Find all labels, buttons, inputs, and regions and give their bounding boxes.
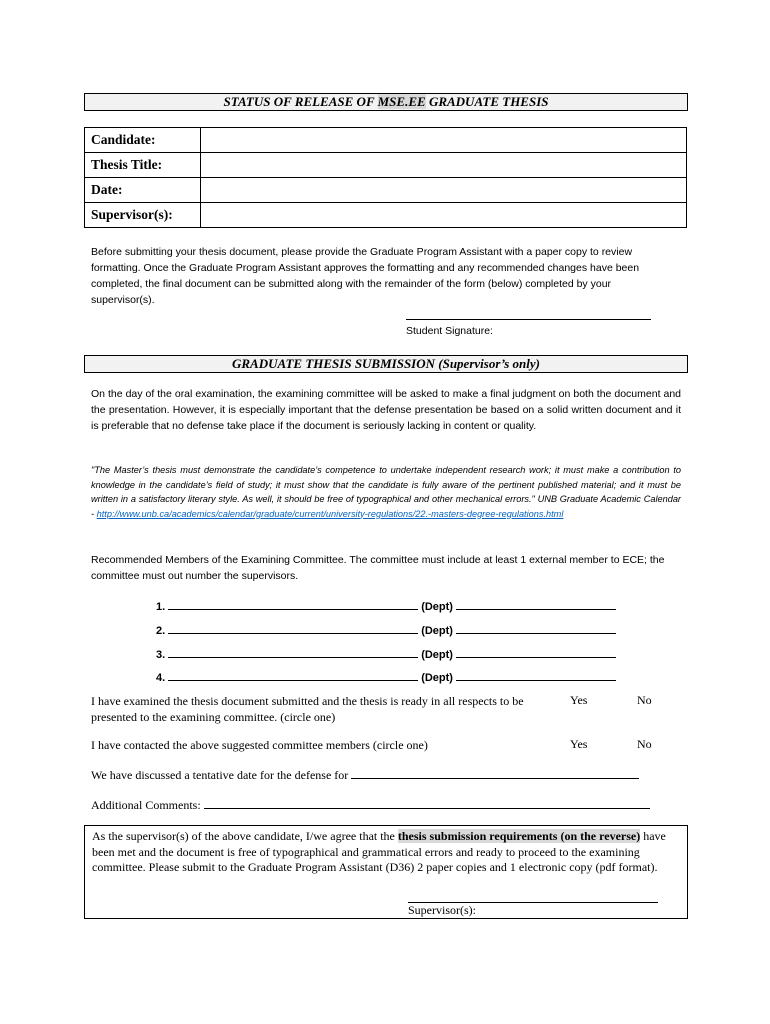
title-prefix: STATUS OF RELEASE OF bbox=[223, 94, 378, 109]
member-dept-label: (Dept) bbox=[421, 672, 453, 684]
member-name-line[interactable] bbox=[168, 624, 418, 634]
member-row-2 bbox=[156, 624, 616, 637]
table-row bbox=[85, 178, 687, 203]
student-signature-label: Student Signature: bbox=[406, 325, 493, 337]
supervisor-agreement-box bbox=[84, 825, 688, 919]
comments-row bbox=[91, 797, 671, 813]
thesis-title-field[interactable] bbox=[201, 153, 687, 178]
member-dept-line[interactable] bbox=[456, 600, 616, 610]
table-row bbox=[85, 153, 687, 178]
supervisor-label: Supervisor(s): bbox=[85, 203, 201, 228]
defense-date-label: We have discussed a tentative date for the defense for bbox=[91, 768, 349, 782]
examined-yes-option[interactable]: Yes bbox=[570, 693, 588, 707]
candidate-label: Candidate: bbox=[85, 128, 201, 153]
contacted-no-option[interactable]: No bbox=[637, 737, 652, 751]
title-suffix: GRADUATE THESIS bbox=[425, 94, 549, 109]
title-highlight: MSE.EE bbox=[377, 94, 426, 109]
member-dept-label: (Dept) bbox=[421, 625, 453, 637]
oral-exam-paragraph: On the day of the oral examination, the examining committee will be asked to make a final judgment on both the document and the presentation. However, it is especially important that the defense presentation be based on a solid written document and it is preferable that no defense take place if the document is seriously lacking in content or quality. bbox=[91, 388, 681, 432]
examined-question: I have examined the thesis document submitted and the thesis is ready in all respects to be presented to the examining committee. (circle one) bbox=[91, 694, 524, 724]
thesis-title-label: Thesis Title: bbox=[85, 153, 201, 178]
date-field[interactable] bbox=[201, 178, 687, 203]
defense-date-row bbox=[91, 767, 671, 783]
student-signature-line[interactable] bbox=[406, 319, 651, 320]
agreement-bold: thesis submission requirements (on the reverse) bbox=[397, 829, 641, 843]
calendar-quote bbox=[91, 463, 681, 521]
comments-label: Additional Comments: bbox=[91, 798, 201, 812]
table-row bbox=[85, 203, 687, 228]
member-name-line[interactable] bbox=[168, 648, 418, 658]
member-dept-line[interactable] bbox=[456, 624, 616, 634]
member-number: 3. bbox=[156, 649, 166, 661]
form-title bbox=[84, 93, 688, 111]
supervisor-field[interactable] bbox=[201, 203, 687, 228]
member-name-line[interactable] bbox=[168, 600, 418, 610]
intro-paragraph: Before submitting your thesis document, please provide the Graduate Program Assistant with a paper copy to review formatting. Once the Graduate Program Assistant approves the formatting and any recommended changes have been completed, the final document can be submitted along with the remainder of the form (below) completed by your supervisor(s). bbox=[91, 246, 640, 306]
member-dept-label: (Dept) bbox=[421, 649, 453, 661]
defense-date-line[interactable] bbox=[351, 767, 639, 779]
committee-paragraph: Recommended Members of the Examining Committee. The committee must include at least 1 external member to ECE; the committee must out number the supervisors. bbox=[91, 554, 665, 582]
member-number: 1. bbox=[156, 601, 166, 613]
examined-no-option[interactable]: No bbox=[637, 693, 652, 707]
agreement-text bbox=[92, 829, 672, 876]
agreement-part2: have been met and the document is free of typographical and grammatical errors and ready to proceed to the examining committee. Please submit to the Graduate Program Assistant (D36) 2 paper copies and 1 electronic copy (pdf format). bbox=[92, 829, 666, 874]
calendar-link[interactable]: http://www.unb.ca/academics/calendar/graduate/current/university-regulations/22.-masters-degree-regulations.html bbox=[96, 508, 564, 519]
member-dept-line[interactable] bbox=[456, 671, 616, 681]
agreement-part1: As the supervisor(s) of the above candidate, I/we agree that the bbox=[92, 829, 398, 843]
table-row bbox=[85, 128, 687, 153]
candidate-field[interactable] bbox=[201, 128, 687, 153]
candidate-info-table bbox=[84, 127, 687, 228]
submission-title: GRADUATE THESIS SUBMISSION (Supervisor’s only) bbox=[84, 355, 688, 373]
member-number: 2. bbox=[156, 625, 166, 637]
date-label: Date: bbox=[85, 178, 201, 203]
contacted-question: I have contacted the above suggested committee members (circle one) bbox=[91, 738, 428, 752]
supervisor-signature-label: Supervisor(s): bbox=[408, 903, 476, 917]
member-number: 4. bbox=[156, 672, 166, 684]
member-dept-label: (Dept) bbox=[421, 601, 453, 613]
quote-text: "The Master’s thesis must demonstrate the candidate’s competence to undertake independent research work; it must make a contribution to knowledge in the candidate’s field of study; it must show that the candidate is fully aware of the pertinent published material; and it must be written in a satisfactory literary style. As well, it should be free of typographical and other mechanical errors." UNB Graduate Academic Calendar - bbox=[91, 465, 681, 519]
comments-line[interactable] bbox=[204, 797, 650, 809]
member-row-1 bbox=[156, 600, 616, 613]
member-name-line[interactable] bbox=[168, 671, 418, 681]
member-dept-line[interactable] bbox=[456, 648, 616, 658]
member-row-4 bbox=[156, 671, 616, 684]
contacted-yes-option[interactable]: Yes bbox=[570, 737, 588, 751]
member-row-3 bbox=[156, 648, 616, 661]
